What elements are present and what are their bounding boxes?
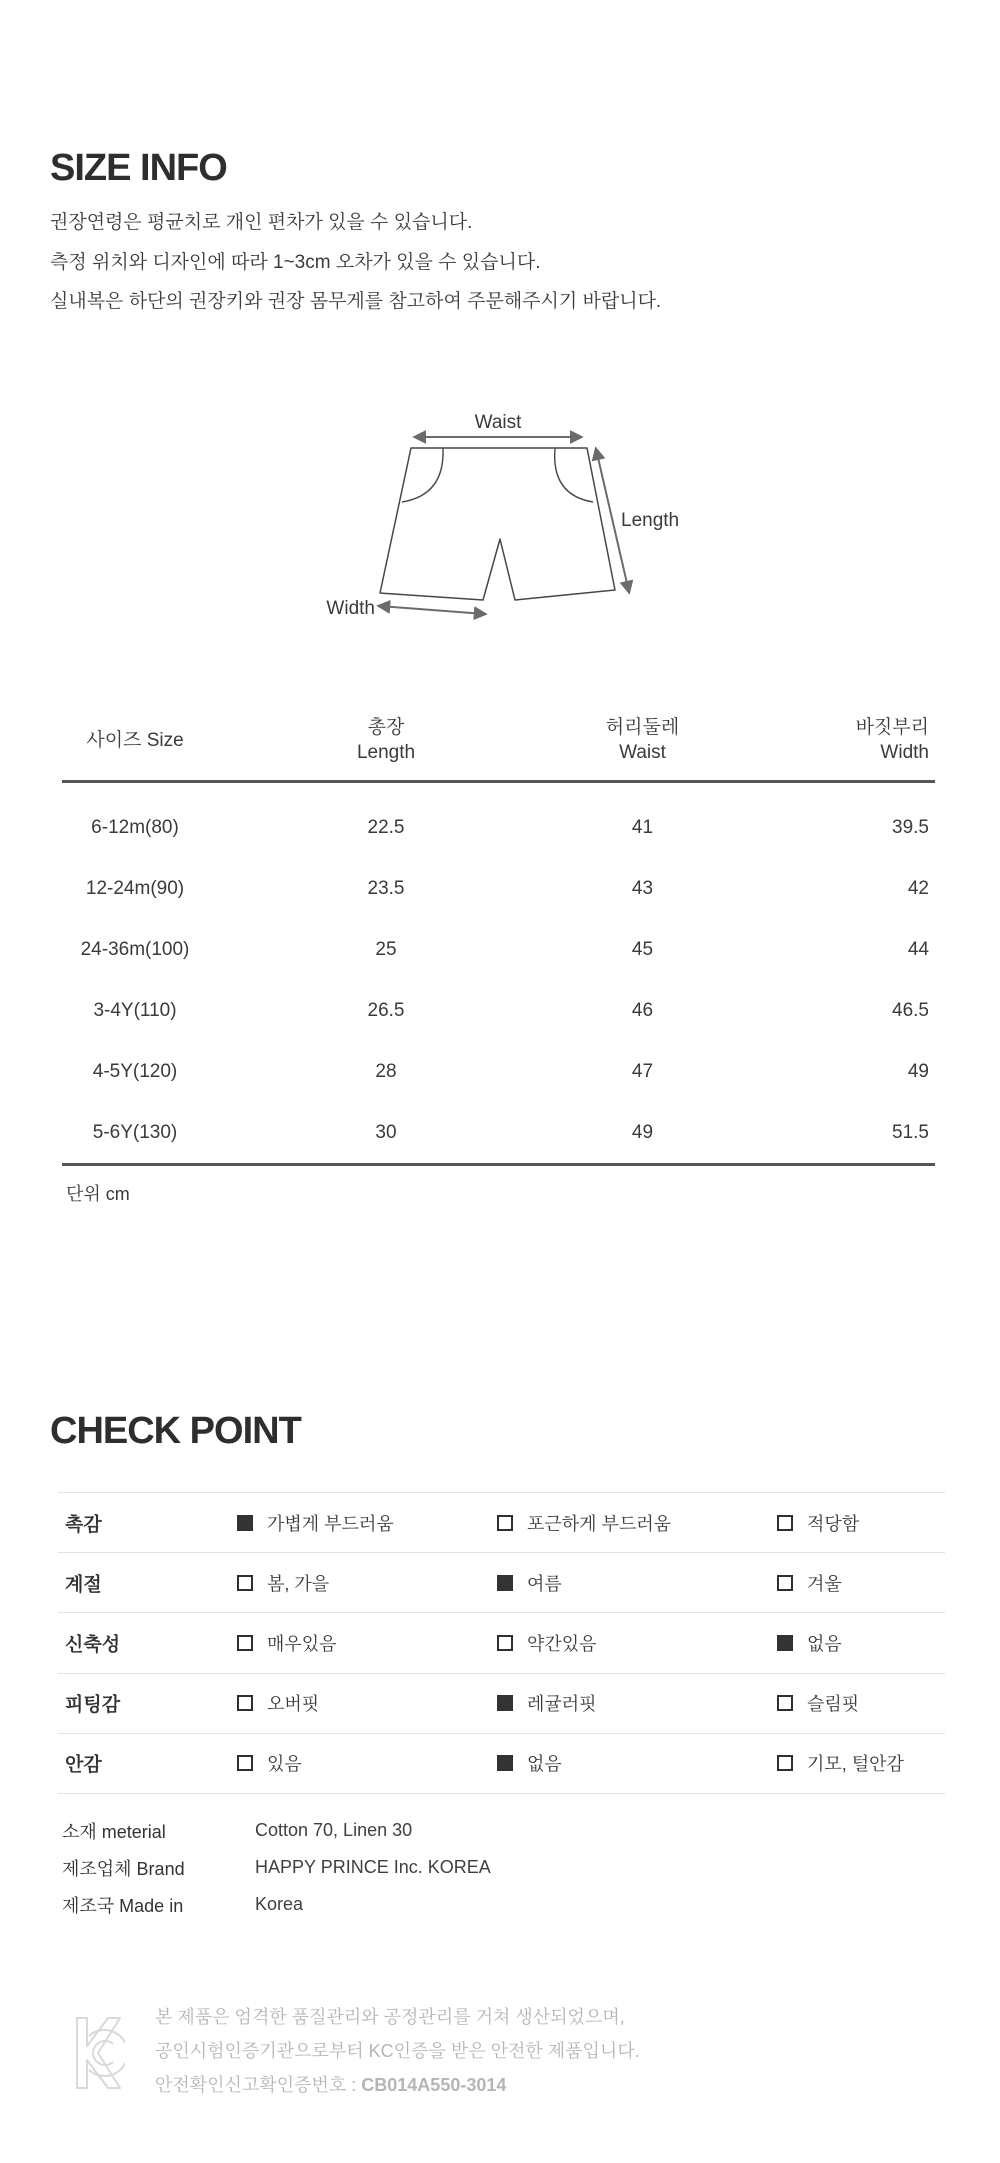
table-row: 5-6Y(130) 30 49 51.5 <box>92 1121 929 1143</box>
kc-certification-logo-icon <box>75 2014 125 2092</box>
checkpoint-option <box>237 1690 319 1716</box>
option-label: 가볍게 부드러움 <box>267 1513 394 1534</box>
option-label: 겨울 <box>807 1573 842 1594</box>
option-label: 여름 <box>527 1573 562 1594</box>
checkpoint-label: 계절 <box>65 1574 102 1596</box>
checkpoint-option <box>777 1750 904 1776</box>
checkbox-icon <box>777 1575 793 1591</box>
option-label: 약간있음 <box>527 1633 597 1654</box>
checkbox-icon <box>237 1755 253 1771</box>
column-header-size: 사이즈 Size <box>86 729 184 751</box>
product-details <box>62 1812 491 1923</box>
checkpoint-option <box>497 1750 562 1776</box>
checkpoint-option <box>237 1510 394 1536</box>
note-line: 권장연령은 평균치로 개인 편차가 있을 수 있습니다. <box>50 212 473 233</box>
table-row: 12-24m(90) 23.5 43 42 <box>85 877 929 899</box>
checkpoint-row-stretch <box>58 1613 945 1673</box>
certification-number: CB014A550-3014 <box>361 2075 507 2095</box>
detail-label: 소재 meterial <box>62 1821 166 1842</box>
width-arrow <box>379 606 485 614</box>
option-label: 기모, 털안감 <box>807 1754 904 1775</box>
detail-label: 제조국 Made in <box>62 1895 184 1916</box>
option-label: 오버핏 <box>267 1694 320 1715</box>
unit-note: 단위 cm <box>66 1184 130 1204</box>
checkbox-icon <box>777 1515 793 1531</box>
detail-row-brand <box>62 1849 491 1886</box>
note-line: 측정 위치와 디자인에 따라 1~3cm 오차가 있을 수 있습니다. <box>50 251 541 273</box>
checkpoint-row-touch <box>58 1493 945 1553</box>
table-row: 6-12m(80) 22.5 41 39.5 <box>91 816 929 838</box>
column-header-width: 바짓부리 Width <box>855 717 929 763</box>
certification-line: 공인시험인증기관으로부터 KC인증을 받은 안전한 제품입니다. <box>155 2041 640 2061</box>
detail-value: Korea <box>255 1894 304 1914</box>
checkpoint-option <box>497 1690 597 1716</box>
table-row: 3-4Y(110) 26.5 46 46.5 <box>93 999 929 1021</box>
checkbox-icon <box>497 1755 513 1771</box>
size-info-notes <box>50 203 661 322</box>
option-label: 적당함 <box>807 1513 860 1534</box>
shorts-outline <box>380 448 615 600</box>
length-label: Length <box>621 510 680 531</box>
certification-number-line: 안전확인신고확인증번호 : CB014A550-3014 <box>155 2075 507 2095</box>
checkbox-icon <box>237 1695 253 1711</box>
check-point-title: CHECK POINT <box>50 1410 301 1453</box>
checkbox-icon <box>237 1515 253 1531</box>
option-label: 봄, 가을 <box>267 1573 330 1594</box>
checkbox-icon <box>497 1695 513 1711</box>
column-header-length: 총장 Length <box>356 717 416 763</box>
checkpoint-row-season <box>58 1553 945 1613</box>
check-point-table <box>58 1492 945 1794</box>
checkpoint-option <box>777 1510 859 1536</box>
checkpoint-option <box>777 1570 842 1596</box>
option-label: 슬림핏 <box>807 1694 860 1715</box>
certification-line: 본 제품은 엄격한 품질관리와 공정관리를 거쳐 생산되었으며, <box>155 2007 625 2027</box>
size-info-title: SIZE INFO <box>50 147 227 190</box>
option-label: 없음 <box>527 1754 562 1775</box>
checkpoint-option <box>777 1690 859 1716</box>
checkbox-icon <box>497 1635 513 1651</box>
checkpoint-row-fit <box>58 1674 945 1734</box>
table-row: 24-36m(100) 25 45 44 <box>80 938 929 960</box>
option-label: 없음 <box>807 1633 842 1654</box>
checkbox-icon <box>237 1635 253 1651</box>
shorts-measurement-diagram <box>295 402 725 637</box>
detail-row-material <box>62 1812 491 1849</box>
checkbox-icon <box>777 1695 793 1711</box>
option-label: 레귤러핏 <box>527 1694 597 1715</box>
checkpoint-label: 피팅감 <box>65 1694 121 1716</box>
detail-value: Cotton 70, Linen 30 <box>255 1820 413 1840</box>
waist-label: Waist <box>474 412 522 433</box>
table-row: 4-5Y(120) 28 47 49 <box>92 1060 929 1082</box>
checkpoint-option <box>497 1510 671 1536</box>
checkpoint-option <box>237 1570 329 1596</box>
right-pocket-curve <box>555 448 593 502</box>
size-table-header <box>62 700 935 783</box>
width-label: Width <box>326 598 375 619</box>
checkpoint-option <box>497 1630 597 1656</box>
checkbox-icon <box>777 1755 793 1771</box>
checkpoint-label: 촉감 <box>65 1514 102 1536</box>
checkpoint-option <box>777 1630 842 1656</box>
option-label: 있음 <box>267 1754 302 1775</box>
size-table-body <box>62 783 935 1166</box>
detail-row-origin <box>62 1886 491 1923</box>
option-label: 매우있음 <box>267 1633 337 1654</box>
checkpoint-label: 신축성 <box>65 1634 121 1656</box>
left-pocket-curve <box>402 448 443 502</box>
checkbox-icon <box>237 1575 253 1591</box>
detail-value: HAPPY PRINCE Inc. KOREA <box>255 1857 491 1877</box>
detail-label: 제조업체 Brand <box>62 1858 185 1879</box>
note-line: 실내복은 하단의 권장키와 권장 몸무게를 참고하여 주문해주시기 바랍니다. <box>50 291 662 312</box>
option-label: 포근하게 부드러움 <box>527 1513 672 1534</box>
size-table <box>62 700 935 1166</box>
checkbox-icon <box>777 1635 793 1651</box>
checkpoint-option <box>497 1570 562 1596</box>
column-header-waist: 허리둘레 Waist <box>605 717 680 763</box>
checkpoint-option <box>237 1630 337 1656</box>
certification-text <box>155 2000 855 2102</box>
checkpoint-label: 안감 <box>65 1754 102 1776</box>
checkpoint-row-lining <box>58 1734 945 1794</box>
checkbox-icon <box>497 1515 513 1531</box>
checkpoint-option <box>237 1750 302 1776</box>
checkbox-icon <box>497 1575 513 1591</box>
